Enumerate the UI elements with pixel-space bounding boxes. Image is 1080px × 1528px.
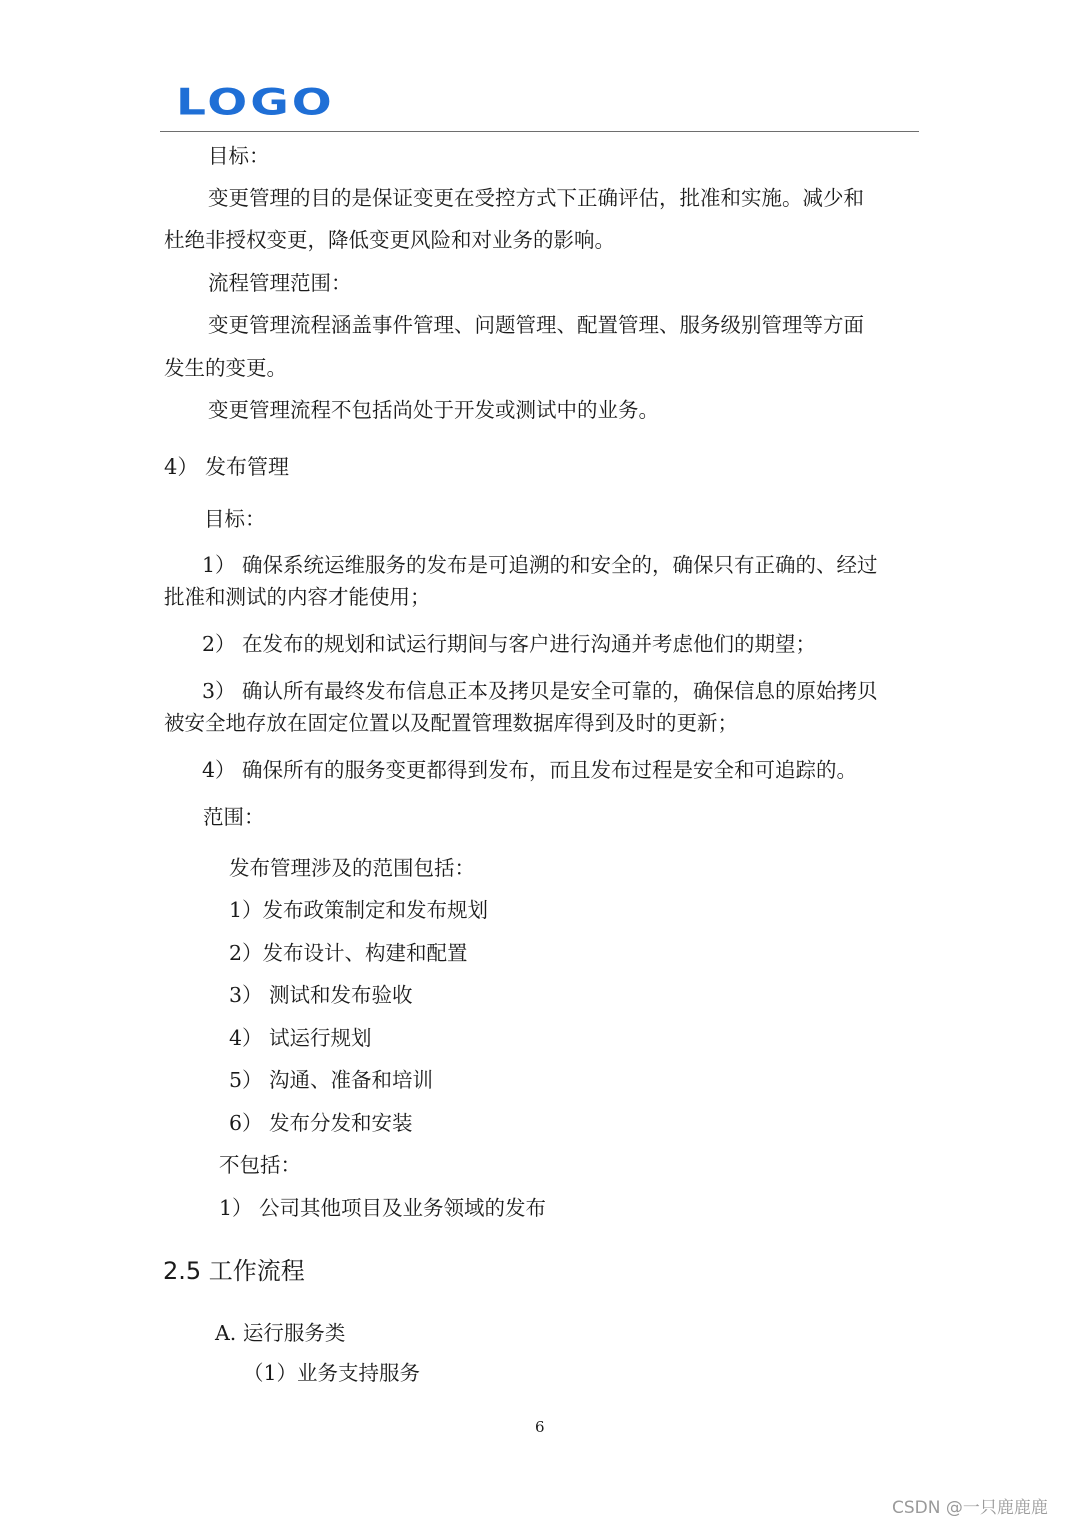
release-goal-label: 目标： [204, 507, 266, 531]
release-scope-item: 3） 测试和发布验收 [229, 983, 413, 1007]
release-scope-item: 1）发布政策制定和发布规划 [229, 898, 489, 922]
change-scope-line-1: 变更管理流程涵盖事件管理、问题管理、配置管理、服务级别管理等方面 [208, 313, 864, 337]
change-goal-label: 目标： [208, 144, 270, 168]
release-scope-item: 6） 发布分发和安装 [229, 1111, 413, 1135]
change-scope-label: 流程管理范围： [208, 271, 352, 295]
release-exclude-label: 不包括： [219, 1153, 301, 1177]
change-exclude-line: 变更管理流程不包括尚处于开发或测试中的业务。 [208, 398, 659, 422]
release-goal-4: 4） 确保所有的服务变更都得到发布，而且发布过程是安全和可追踪的。 [202, 758, 858, 782]
release-goal-1-line-2: 批准和测试的内容才能使用； [164, 585, 431, 609]
release-scope-label: 范围： [203, 805, 265, 829]
release-goal-1-line-1: 1） 确保系统运维服务的发布是可追溯的和安全的，确保只有正确的、经过 [202, 553, 878, 577]
release-scope-intro: 发布管理涉及的范围包括： [229, 856, 475, 880]
release-scope-item: 2）发布设计、构建和配置 [229, 941, 468, 965]
workflow-sub-item: （1）业务支持服务 [243, 1361, 421, 1385]
release-heading: 4） 发布管理 [164, 455, 290, 479]
release-scope-item: 4） 试运行规划 [229, 1026, 372, 1050]
header-divider [160, 131, 919, 132]
release-goal-3-line-2: 被安全地存放在固定位置以及配置管理数据库得到及时的更新； [164, 711, 738, 735]
release-exclude-item: 1） 公司其他项目及业务领域的发布 [219, 1196, 547, 1220]
watermark: CSDN @一只鹿鹿鹿 [892, 1498, 1048, 1518]
release-goal-3-line-1: 3） 确认所有最终发布信息正本及拷贝是安全可靠的，确保信息的原始拷贝 [202, 679, 878, 703]
change-goal-line-1: 变更管理的目的是保证变更在受控方式下正确评估，批准和实施。减少和 [208, 186, 864, 210]
workflow-heading: 2.5 工作流程 [163, 1257, 305, 1285]
change-goal-line-2: 杜绝非授权变更，降低变更风险和对业务的影响。 [164, 228, 615, 252]
change-scope-line-2: 发生的变更。 [164, 356, 287, 380]
workflow-sub-heading: A. 运行服务类 [215, 1321, 346, 1345]
release-scope-item: 5） 沟通、准备和培训 [229, 1068, 434, 1092]
page-number: 6 [535, 1418, 545, 1436]
logo: LOGO [176, 80, 335, 124]
release-goal-2: 2） 在发布的规划和试运行期间与客户进行沟通并考虑他们的期望； [202, 632, 817, 656]
